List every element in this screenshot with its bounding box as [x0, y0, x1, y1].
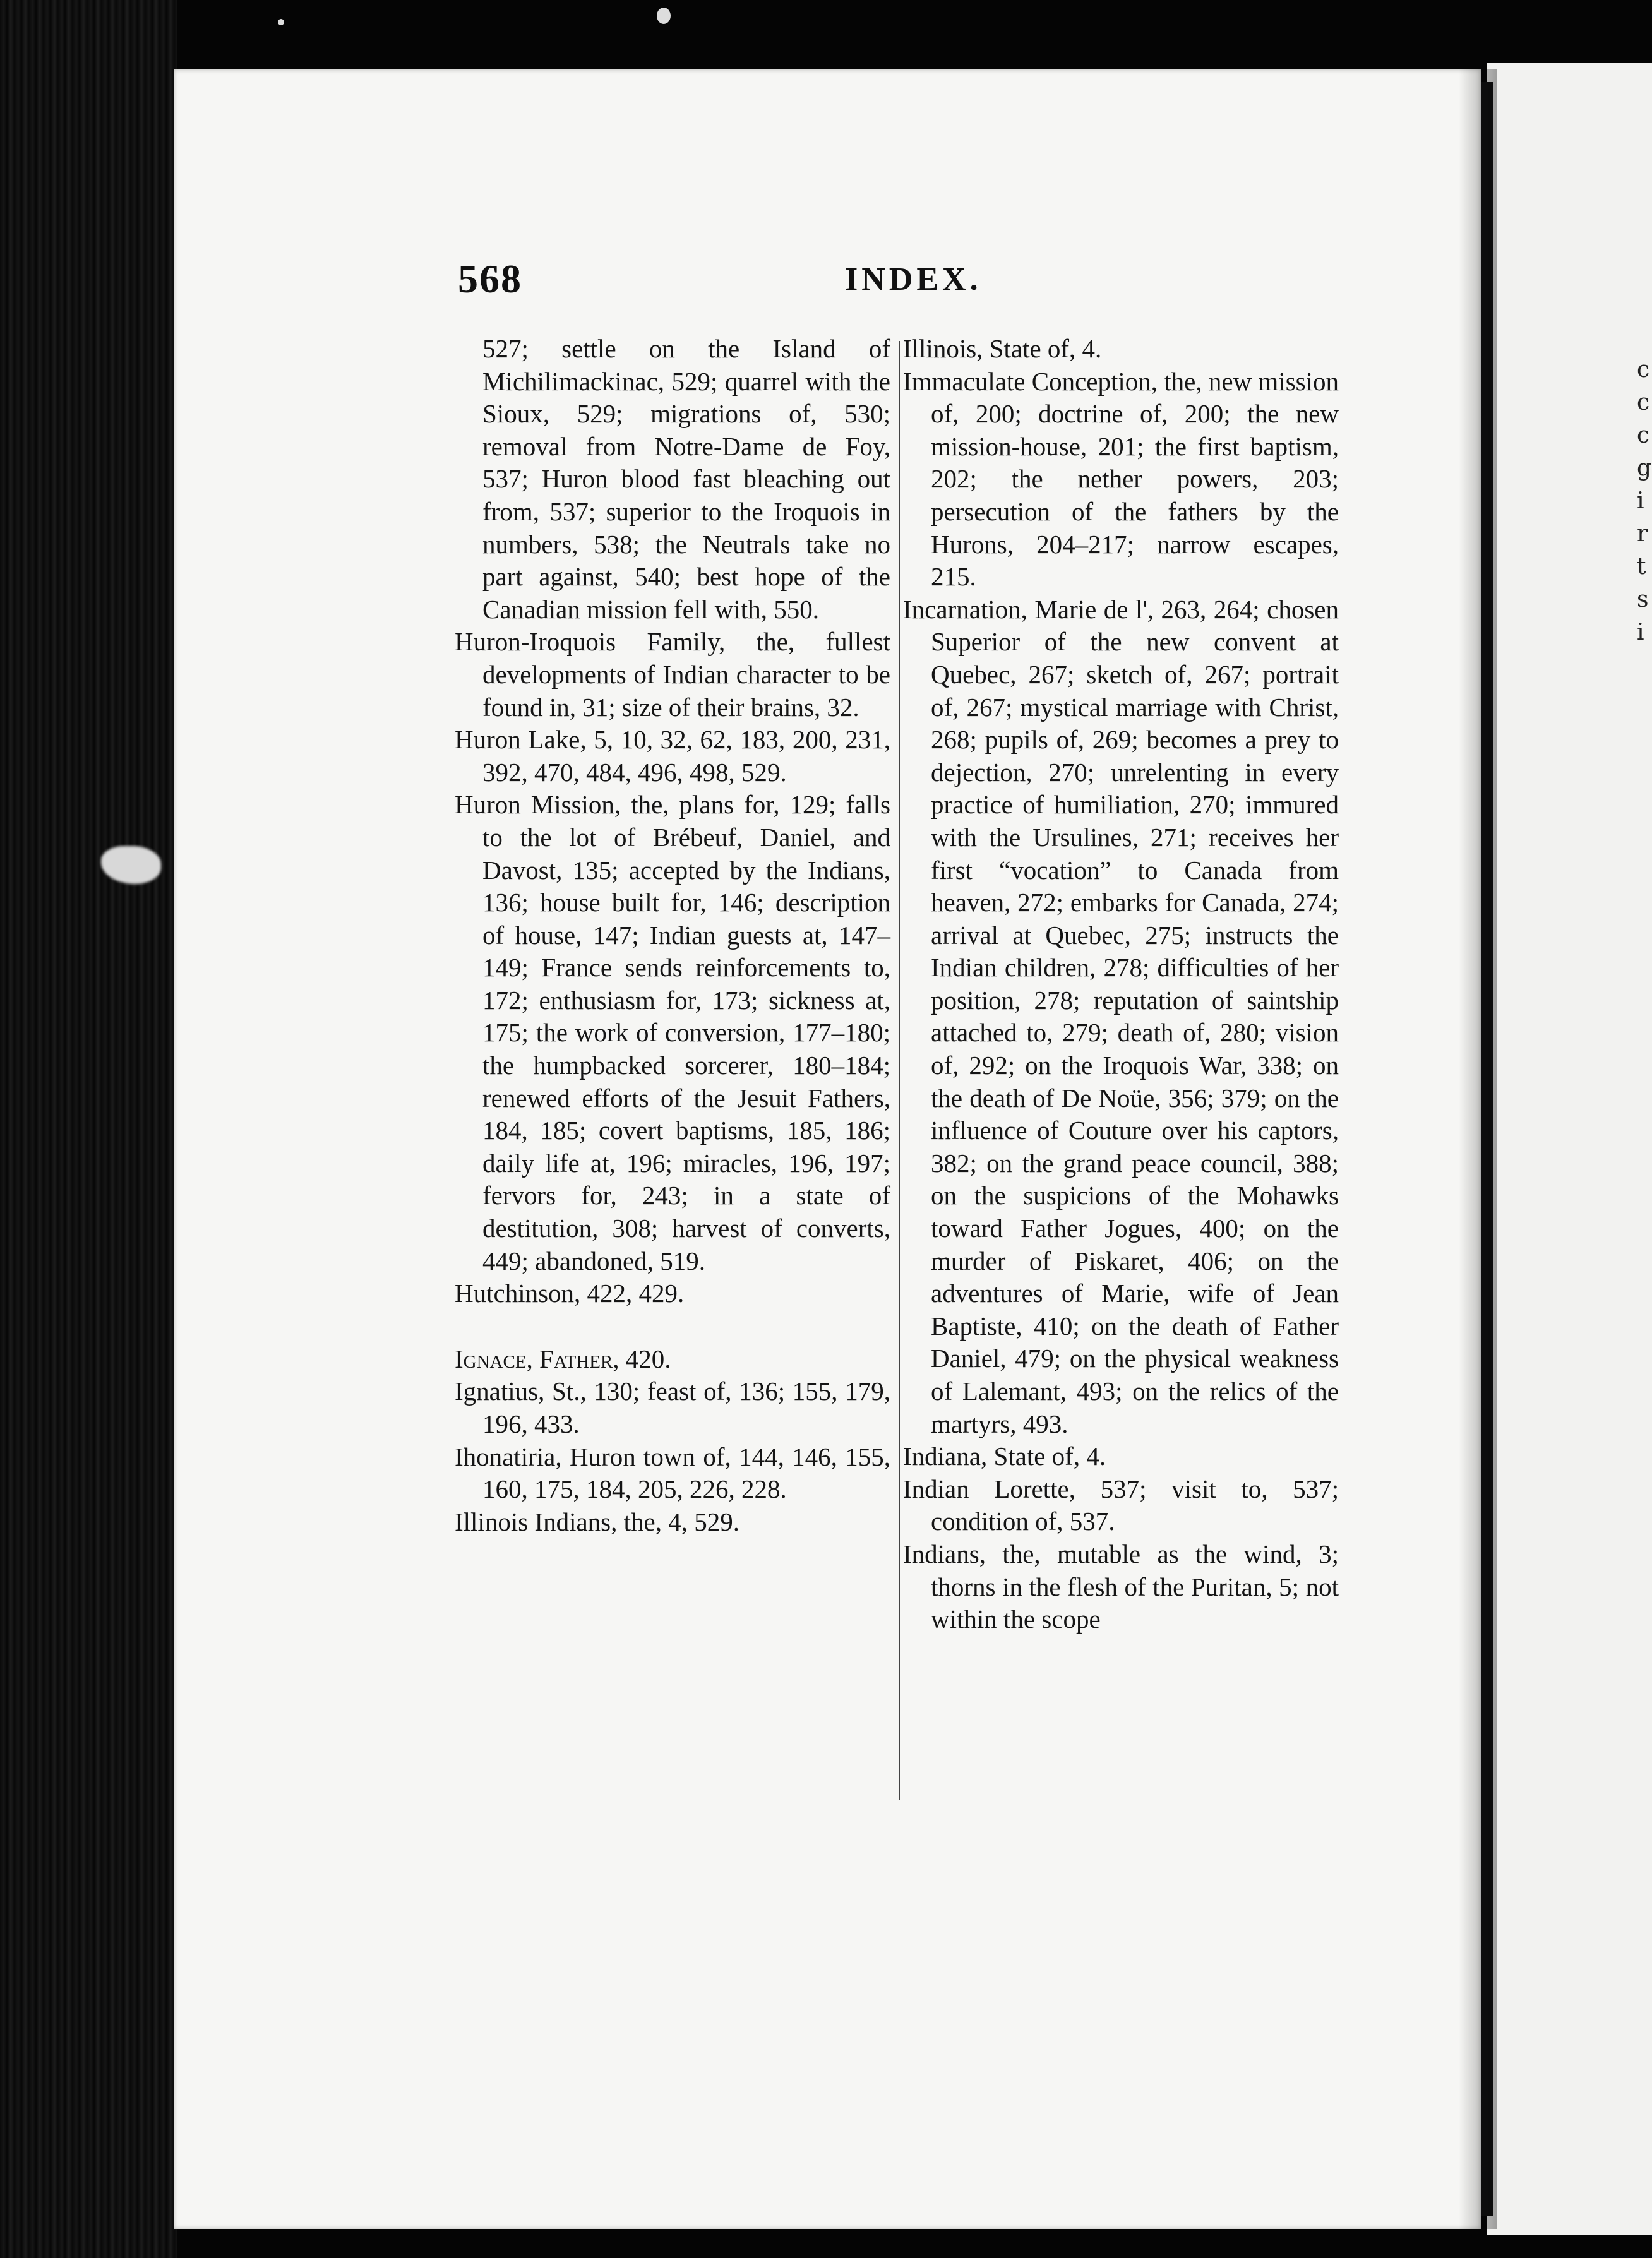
fragment-letter: c: [1637, 390, 1650, 415]
facing-page-text-fragment: [1637, 354, 1652, 649]
index-entry: Hutchinson, 422, 429.: [455, 1279, 685, 1308]
fragment-letter: c: [1637, 422, 1650, 448]
index-entry: Immaculate Conception, the, new mission of, 200; doctrine of, 200; the new mission-house, 201; the first baptism, 202; the nether powers, 203; persecution of the fathers by the Hurons, 204–217; narrow escapes, 215.: [903, 366, 1339, 592]
running-head: INDEX.: [845, 261, 982, 297]
index-entry: Incarnation, Marie de l', 263, 264; chosen Superior of the new convent at Quebec, 267; sketch of, 267; portrait of, 267; mystical marriage with Christ, 268; pupils of, 269; becomes a prey to dejection, 270; unrelenting in every practice of humiliation, 270; immured with the Ursulines, 271; receives her first “vocation” to Canada from heaven, 272; embarks for Canada, 274; arrival at Quebec, 275; instructs the Indian children, 278; difficulties of her position, 278; reputation of saintship attached to, 279; death of, 280; vision of, 292; on the Iroquois War, 338; on the death of De Noüe, 356; 379; on the influence of Couture over his captors, 382; on the grand peace council, 388; on the suspicions of the Mohawks toward Father Jogues, 400; on the murder of Piskaret, 406; on the adventures of Marie, wife of Jean Baptiste, 410; on the death of Father Daniel, 479; on the physical weakness of Lalemant, 493; on the relics of the martyrs, 493.: [903, 594, 1339, 1438]
fragment-letter: t: [1637, 554, 1646, 580]
index-entry: Illinois, State of, 4.: [903, 334, 1102, 363]
page-shadow: [1459, 69, 1497, 2229]
book-binding: [0, 0, 177, 2258]
fragment-letter: i: [1637, 619, 1644, 645]
index-entry: Indian Lorette, 537; visit to, 537; condition of, 537.: [903, 1474, 1339, 1536]
fragment-letter: r: [1637, 521, 1648, 547]
index-entry: Ihonatiria, Huron town of, 144, 146, 155, 160, 175, 184, 205, 226, 228.: [455, 1442, 890, 1504]
scan-speck: [657, 8, 671, 24]
index-entry: Indians, the, mutable as the wind, 3; thorns in the flesh of the Puritan, 5; not within the scope: [903, 1539, 1339, 1634]
index-entry: Huron Lake, 5, 10, 32, 62, 183, 200, 231, 392, 470, 484, 496, 498, 529.: [455, 725, 890, 787]
index-entry: Illinois Indians, the, 4, 529.: [455, 1507, 739, 1536]
fragment-letter: c: [1637, 357, 1650, 383]
index-entry: Ignatius, St., 130; feast of, 136; 155, 179, 196, 433.: [455, 1377, 890, 1438]
fragment-letter: s: [1637, 587, 1649, 612]
index-entry: Huron Mission, the, plans for, 129; falls to the lot of Brébeuf, Daniel, and Davost, 135; accepted by the Indians, 136; house built for, 146; description of house, 147; Indian guests at, 147–149; France sends reinforcements to, 172; enthusiasm for, 173; sickness at, 175; the work of conversion, 177–180; the humpbacked sorcerer, 180–184; renewed efforts of the Jesuit Fathers, 184, 185; covert baptisms, 185, 186; daily life at, 196; miracles, 196, 197; fervors for, 243; in a state of destitution, 308; harvest of converts, 449; abandoned, 519.: [455, 790, 890, 1275]
column-rule: [899, 341, 900, 1800]
index-column-right: [903, 333, 1339, 1636]
index-entry: Indiana, State of, 4.: [903, 1442, 1106, 1471]
letter-section-gap: [455, 1310, 890, 1343]
index-entry: Huron-Iroquois Family, the, fullest developments of Indian character to be found in, 31; size of their brains, 32.: [455, 627, 890, 722]
index-entry-continued: 527; settle on the Island of Michilimackinac, 529; quarrel with the Sioux, 529; migrations of, 530; removal from Notre-Dame de Foy, 537; Huron blood fast bleaching out from, 537; superior to the Iroquois in numbers, 538; the Neutrals take no part against, 540; best hope of the Canadian mission fell with, 550.: [482, 334, 890, 624]
fragment-letter: g: [1637, 455, 1652, 481]
index-column-left: [455, 333, 890, 1538]
index-entry: Ignace, Father, 420.: [455, 1344, 671, 1373]
page-number: 568: [458, 256, 522, 301]
facing-page: [1487, 63, 1652, 2235]
fragment-letter: i: [1637, 488, 1644, 514]
scan-speck: [278, 19, 284, 25]
